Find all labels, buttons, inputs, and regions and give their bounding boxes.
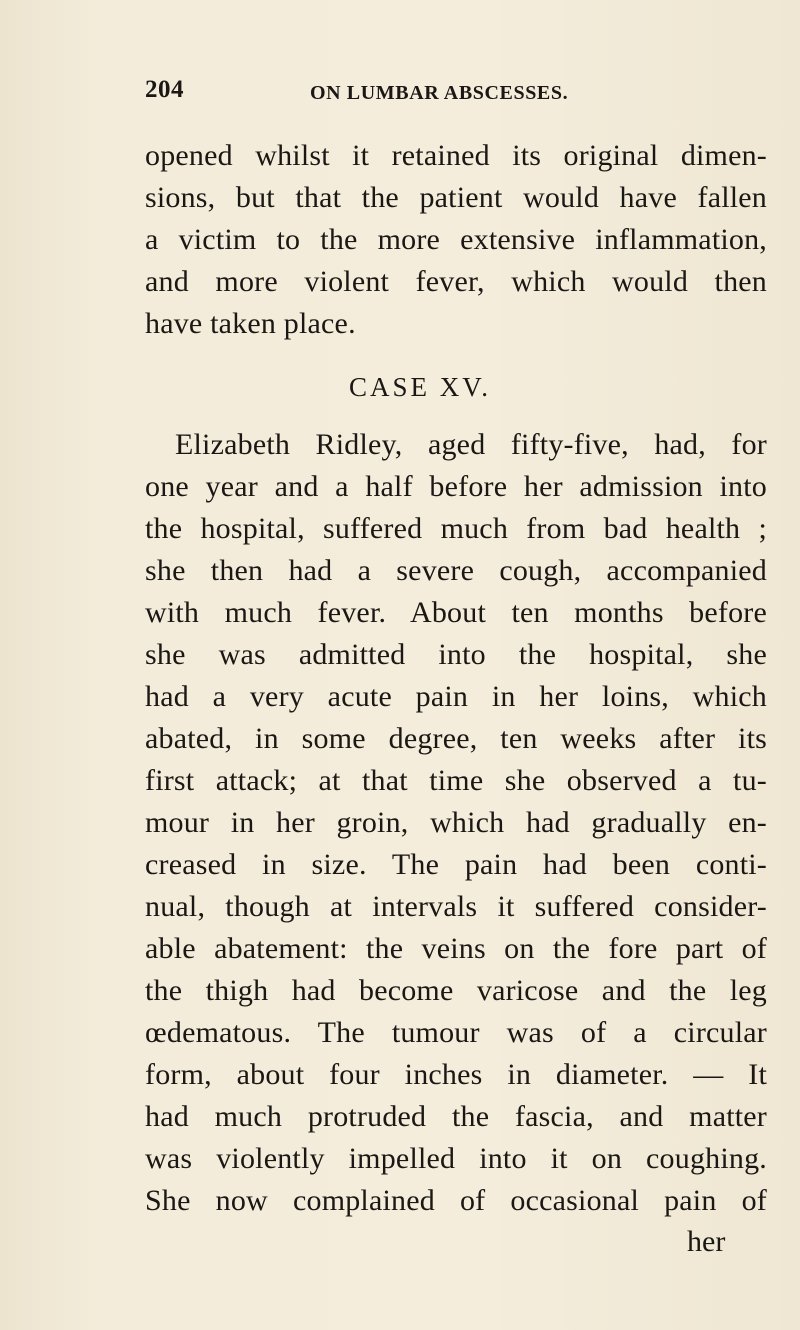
running-title: ON LUMBAR ABSCESSES. [310, 82, 569, 104]
text-line: the thigh had become varicose and the leg [145, 974, 767, 1007]
page-number: 204 [145, 76, 184, 103]
text-line: form, about four inches in diameter. — It [145, 1058, 767, 1091]
text-line: with much fever. About ten months before [145, 596, 767, 629]
case-heading: CASE XV. [348, 372, 492, 402]
text-line: œdematous. The tumour was of a circular [145, 1016, 767, 1049]
text-line: and more violent fever, which would then [145, 265, 767, 298]
text-line: first attack; at that time she observed a tu- [145, 764, 767, 797]
text-line: creased in size. The pain had been conti- [145, 848, 767, 881]
text-line: Elizabeth Ridley, aged fifty-five, had, for [175, 428, 767, 461]
text-line: sions, but that the patient would have fallen [145, 181, 767, 214]
text-line: she then had a severe cough, accompanied [145, 554, 767, 587]
text-line: a victim to the more extensive inflammation, [145, 223, 767, 256]
text-line: She now complained of occasional pain of [145, 1184, 767, 1217]
text-line: have taken place. [145, 307, 356, 340]
text-line: was violently impelled into it on coughing. [145, 1142, 767, 1175]
text-line: opened whilst it retained its original dimen- [145, 139, 767, 172]
text-line: one year and a half before her admission into [145, 470, 767, 503]
text-line: nual, though at intervals it suffered consider- [145, 890, 767, 923]
text-line: able abatement: the veins on the fore part of [145, 932, 767, 965]
text-line: the hospital, suffered much from bad health ; [145, 512, 767, 545]
page-header [145, 76, 615, 116]
text-line: had a very acute pain in her loins, which [145, 680, 767, 713]
text-line: mour in her groin, which had gradually en- [145, 806, 767, 839]
catchword: her [687, 1225, 726, 1258]
text-line: abated, in some degree, ten weeks after its [145, 722, 767, 755]
text-line: she was admitted into the hospital, she [145, 638, 767, 671]
text-line: had much protruded the fascia, and matter [145, 1100, 767, 1133]
